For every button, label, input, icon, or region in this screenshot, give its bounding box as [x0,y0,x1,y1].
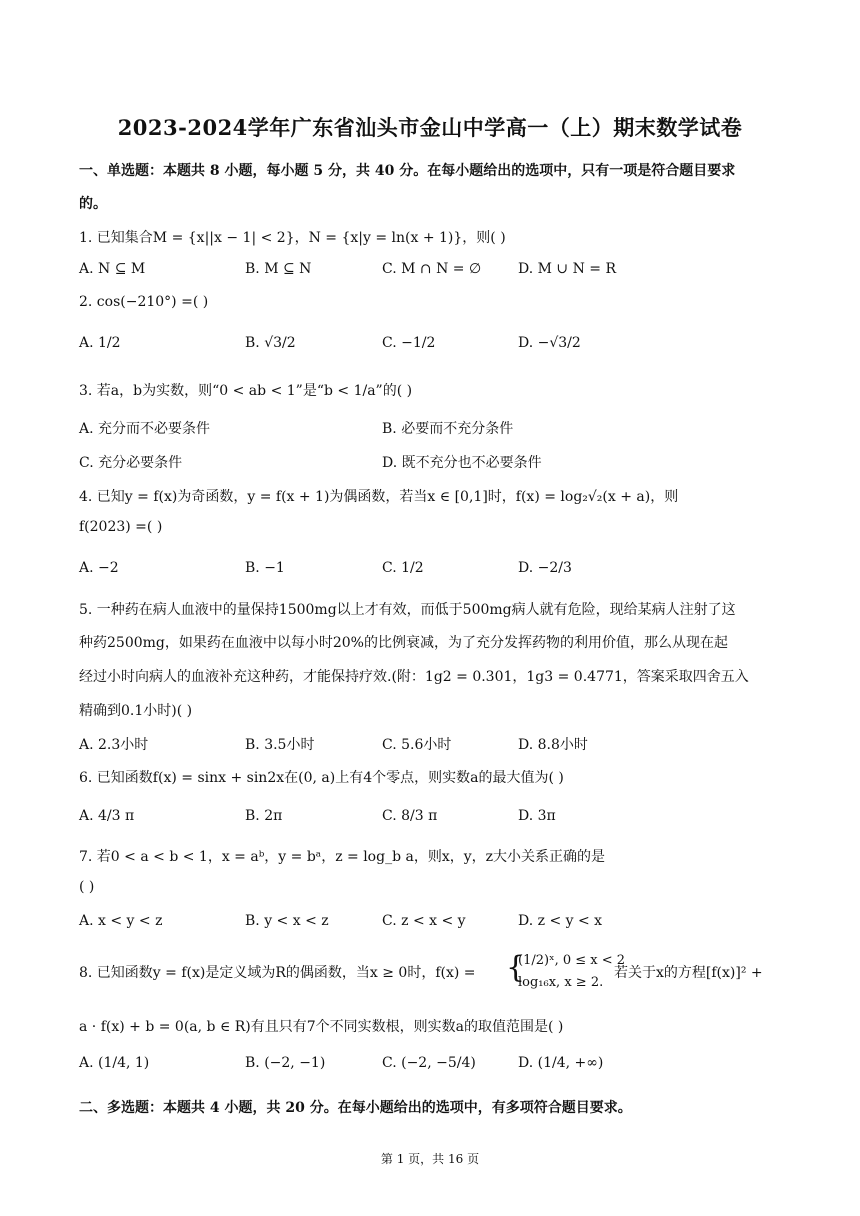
question-6-option-a: A. 4/3 π [79,808,135,824]
question-8-option-b: B. (−2, −1) [245,1055,326,1071]
section1-heading-line1: 一、单选题：本题共 8 小题，每小题 5 分，共 40 分。在每小题给出的选项中，只有一项是符合题目要求 [79,163,736,179]
question-8-stem-line1b: 若关于x的方程[f(x)]² + [614,965,763,981]
section2-heading: 二、多选题：本题共 4 小题，共 20 分。在每小题给出的选项中，有多项符合题目要求。 [79,1100,632,1116]
question-8-option-c: C. (−2, −5/4) [382,1055,476,1071]
question-7-option-a: A. x < y < z [79,913,163,929]
page-title: 2023-2024学年广东省汕头市金山中学高一（上）期末数学试卷 [117,115,743,140]
question-5-option-c: C. 5.6小时 [382,737,452,753]
question-1-stem: 1. 已知集合M = {x||x − 1| < 2}，N = {x|y = ln(x + 1)}，则( ) [79,230,506,246]
question-6-option-c: C. 8/3 π [382,808,438,824]
question-5-stem-line2: 种药2500mg，如果药在血液中以每小时20%的比例衰减，为了充分发挥药物的利用价值，那么从现在起 [79,635,728,651]
question-6-option-d: D. 3π [518,808,556,824]
question-6-stem: 6. 已知函数f(x) = sinx + sin2x在(0, a)上有4个零点，则实数a的最大值为( ) [79,770,564,786]
question-7-stem-line1: 7. 若0 < a < b < 1，x = aᵇ，y = bᵃ，z = log_b a，则x，y，z大小关系正确的是 [79,849,606,865]
piecewise-brace: { [506,950,526,985]
question-4-option-b: B. −1 [245,560,285,576]
question-1-option-b: B. M ⊆ N [245,261,312,277]
question-1-option-a: A. N ⊆ M [79,261,146,277]
question-8-case-2: log₁₆x, x ≥ 2. [518,975,604,990]
question-4-option-c: C. 1/2 [382,560,424,576]
question-7-option-b: B. y < x < z [245,913,329,929]
question-5-stem-line1: 5. 一种药在病人血液中的量保持1500mg以上才有效，而低于500mg病人就有危险，现给某病人注射了这 [79,602,736,618]
question-3-option-d: D. 既不充分也不必要条件 [382,455,542,471]
question-3-option-b: B. 必要而不充分条件 [382,421,514,437]
question-2-stem: 2. cos(−210°) =( ) [79,294,209,310]
question-8-stem-line2: a · f(x) + b = 0(a, b ∈ R)有且只有7个不同实数根，则实数a的取值范围是( ) [79,1019,564,1035]
question-4-stem-line1: 4. 已知y = f(x)为奇函数，y = f(x + 1)为偶函数，若当x ∈ [0,1]时，f(x) = log₂√₂(x + a)，则 [79,489,679,505]
question-8-option-a: A. (1/4, 1) [79,1055,150,1071]
question-4-option-d: D. −2/3 [518,560,572,576]
question-5-stem-line3: 经过小时向病人的血液补充这种药，才能保持疗效.(附：1g2 = 0.301，1g3 = 0.4771，答案采取四舍五入 [79,669,749,685]
question-4-option-a: A. −2 [79,560,119,576]
question-4-stem-line2: f(2023) =( ) [79,519,163,535]
section1-heading-line2: 的。 [79,196,107,212]
question-5-option-d: D. 8.8小时 [518,737,588,753]
question-3-option-c: C. 充分必要条件 [79,455,183,471]
question-8-case-1: (1/2)ˣ, 0 ≤ x < 2 [518,953,626,968]
question-2-option-a: A. 1/2 [79,335,121,351]
question-2-option-c: C. −1/2 [382,335,436,351]
question-5-option-b: B. 3.5小时 [245,737,315,753]
page-footer: 第 1 页，共 16 页 [380,1152,480,1166]
question-3-stem: 3. 若a，b为实数，则“0 < ab < 1”是“b < 1/a”的( ) [79,383,413,399]
question-1-option-d: D. M ∪ N = R [518,261,617,277]
question-7-option-d: D. z < y < x [518,913,603,929]
question-1-option-c: C. M ∩ N = ∅ [382,261,482,277]
question-7-option-c: C. z < x < y [382,913,466,929]
question-3-option-a: A. 充分而不必要条件 [79,421,211,437]
question-8-option-d: D. (1/4, +∞) [518,1055,604,1071]
question-7-stem-line2: ( ) [79,879,95,895]
question-2-option-b: B. √3/2 [245,335,296,351]
question-2-option-d: D. −√3/2 [518,335,581,351]
question-8-stem-line1a: 8. 已知函数y = f(x)是定义域为R的偶函数，当x ≥ 0时，f(x) = [79,965,476,981]
question-5-stem-line4: 精确到0.1小时)( ) [79,703,193,719]
question-6-option-b: B. 2π [245,808,283,824]
question-5-option-a: A. 2.3小时 [79,737,149,753]
